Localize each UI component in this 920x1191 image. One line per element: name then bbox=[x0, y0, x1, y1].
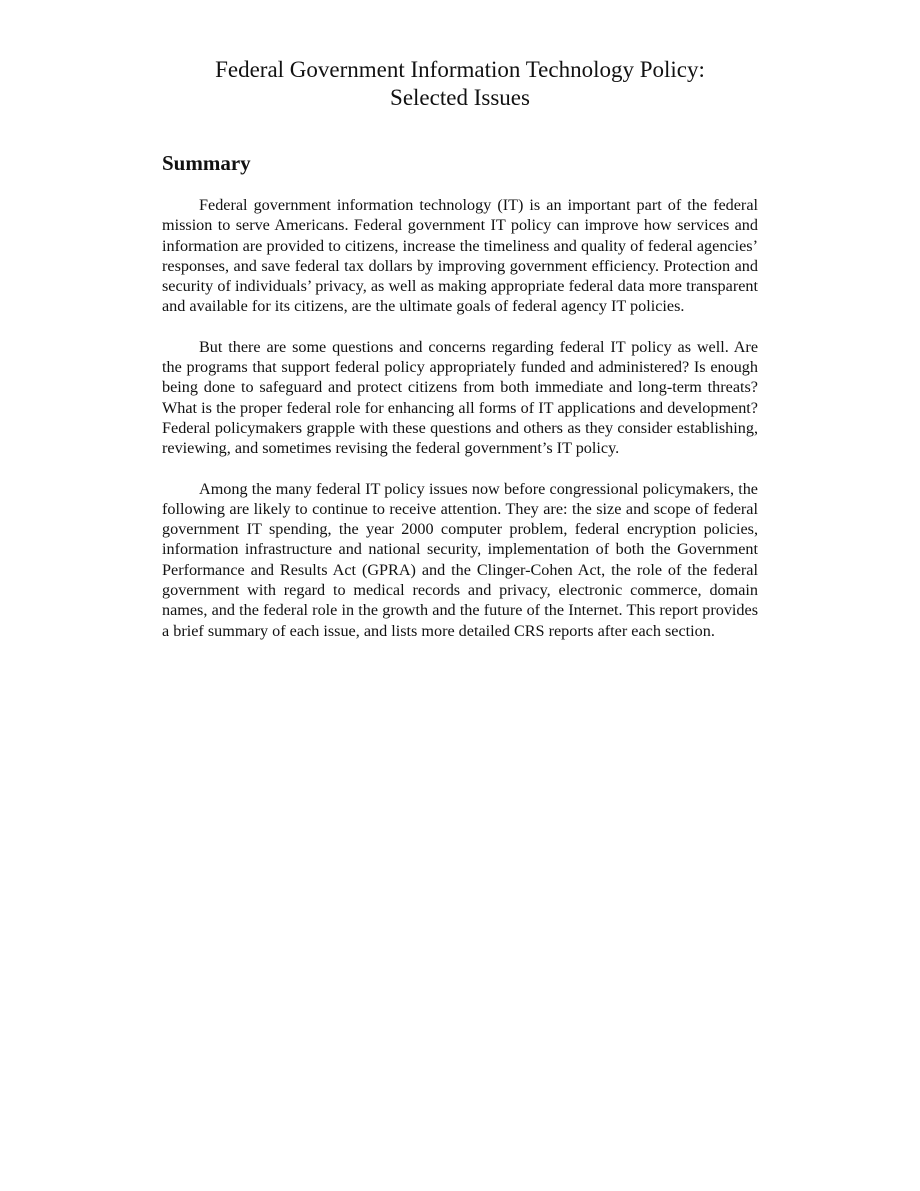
document-title-line-1: Federal Government Information Technology Policy: bbox=[215, 57, 705, 82]
summary-heading: Summary bbox=[162, 151, 251, 175]
summary-body bbox=[162, 195, 758, 661]
summary-paragraph-1: Federal government information technology (IT) is an important part of the federal mission to serve Americans. Federal government IT policy can improve how services and information are provided to citizens, increase the timeliness and quality of federal agencies’ responses, and save federal tax dollars by improving government efficiency. Protection and security of individuals’ privacy, as well as making appropriate federal data more transparent and available for its citizens, are the ultimate goals of federal agency IT policies. bbox=[162, 196, 758, 316]
document-title bbox=[0, 56, 920, 112]
summary-paragraph-2: But there are some questions and concerns regarding federal IT policy as well. Are the programs that support federal policy appropriately funded and administered? Is enough being done to safeguard and protect citizens from both immediate and long-term threats? What is the proper federal role for enhancing all forms of IT applications and development? Federal policymakers grapple with these questions and others as they consider establishing, reviewing, and sometimes revising the federal government’s IT policy. bbox=[162, 337, 758, 458]
summary-paragraph-3: Among the many federal IT policy issues now before congressional policymakers, the following are likely to continue to receive attention. They are: the size and scope of federal government IT spending, the year 2000 computer problem, federal encryption policies, information infrastructure and national security, implementation of both the Government Performance and Results Act (GPRA) and the Clinger-Cohen Act, the role of the federal government with regard to medical records and privacy, electronic commerce, domain names, and the federal role in the growth and the future of the Internet. This report provides a brief summary of each issue, and lists more detailed CRS reports after each section. bbox=[162, 479, 758, 640]
document-title-line-2: Selected Issues bbox=[390, 85, 530, 110]
